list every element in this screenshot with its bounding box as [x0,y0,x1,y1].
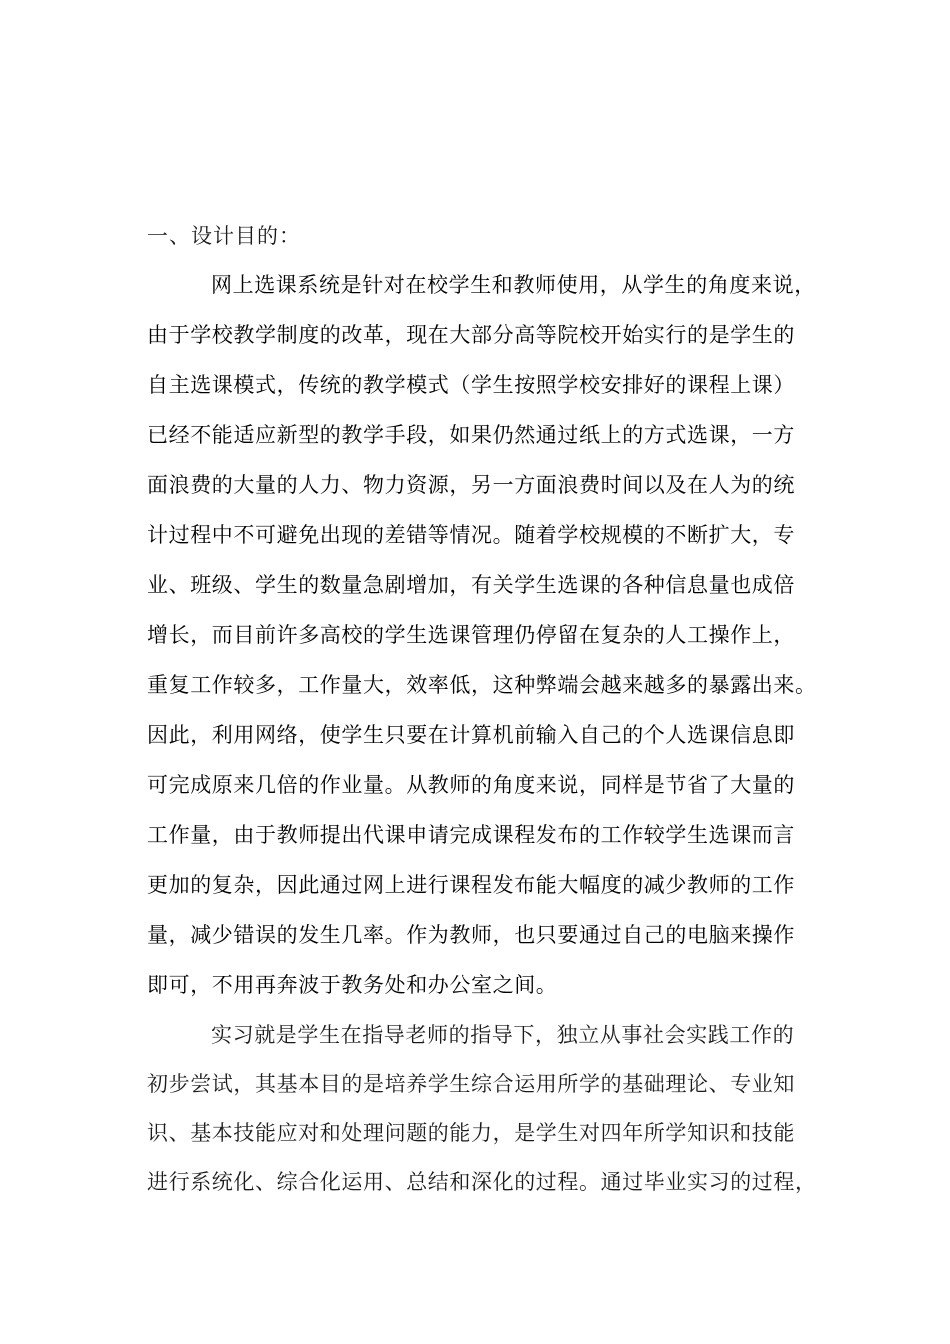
text-line: 增长，而目前许多高校的学生选课管理仍停留在复杂的人工操作上， [147,623,795,647]
text-line: 计过程中不可避免出现的差错等情况。随着学校规模的不断扩大，专 [147,523,795,547]
text-line: 网上选课系统是针对在校学生和教师使用，从学生的角度来说， [211,273,816,297]
text-line: 业、班级、学生的数量急剧增加，有关学生选课的各种信息量也成倍 [147,573,795,597]
paragraph-internship [147,1020,827,1216]
text-line: 即可，不用再奔波于教务处和办公室之间。 [147,973,558,997]
text-line: 进行系统化、综合化运用、总结和深化的过程。通过毕业实习的过程， [147,1170,817,1194]
text-line: 工作量，由于教师提出代课申请完成课程发布的工作较学生选课而言 [147,823,795,847]
section-heading: 一、设计目的： [147,224,301,248]
text-line: 由于学校教学制度的改革，现在大部分高等院校开始实行的是学生的 [147,323,795,347]
paragraph-system-purpose [147,270,827,1020]
text-line: 实习就是学生在指导老师的指导下，独立从事社会实践工作的 [211,1023,795,1047]
text-line: 更加的复杂，因此通过网上进行课程发布能大幅度的减少教师的工作 [147,873,795,897]
text-line: 量，减少错误的发生几率。作为教师，也只要通过自己的电脑来操作 [147,923,795,947]
text-line: 自主选课模式，传统的教学模式（学生按照学校安排好的课程上课） [147,373,795,397]
text-line: 初步尝试，其基本目的是培养学生综合运用所学的基础理论、专业知 [147,1072,795,1096]
text-line: 重复工作较多，工作量大，效率低，这种弊端会越来越多的暴露出来。 [147,673,817,697]
text-line: 面浪费的大量的人力、物力资源，另一方面浪费时间以及在人为的统 [147,473,795,497]
text-line: 因此，利用网络，使学生只要在计算机前输入自己的个人选课信息即 [147,723,795,747]
text-line: 识、基本技能应对和处理问题的能力，是学生对四年所学知识和技能 [147,1121,795,1145]
text-line: 已经不能适应新型的教学手段，如果仍然通过纸上的方式选课，一方 [147,423,795,447]
text-line: 可完成原来几倍的作业量。从教师的角度来说，同样是节省了大量的 [147,773,795,797]
